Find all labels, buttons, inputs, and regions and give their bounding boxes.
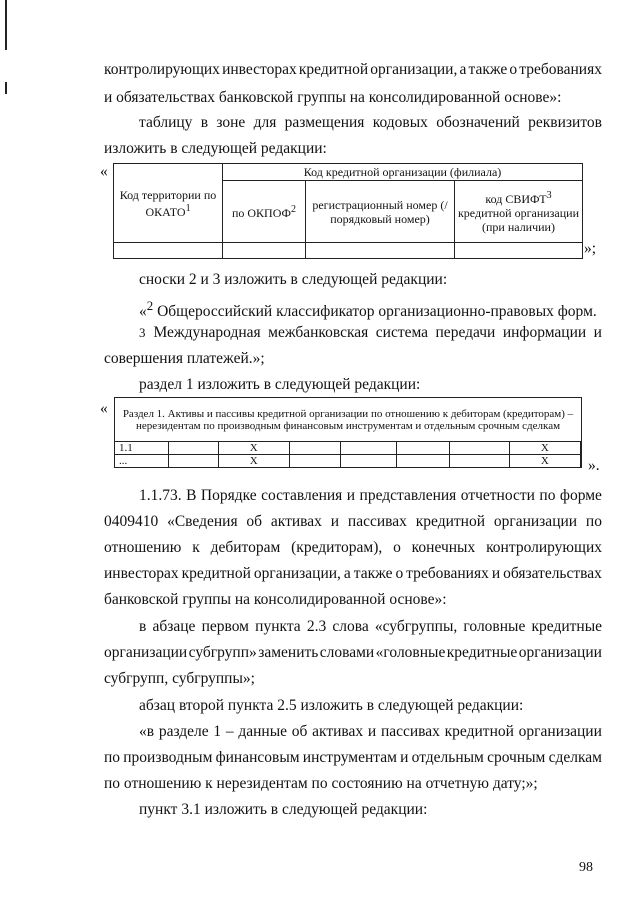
word: дебиторам (210, 539, 281, 556)
word: пассивах (380, 723, 440, 740)
word: кредитные (531, 618, 602, 635)
word: словами (319, 644, 375, 661)
table-cell (450, 455, 509, 468)
header-okato: Код территории по ОКАТО$^1$ (114, 164, 223, 243)
text-line: субгрупп, субгруппы»; (104, 670, 255, 687)
text-line: по отношению к нерезидентам по состоянию на отчетную дату;»; (104, 775, 538, 792)
word: инвесторах (104, 565, 179, 582)
text-line (104, 60, 602, 80)
word: организации, (370, 61, 458, 78)
word: «Сведения (167, 513, 238, 530)
text-line (139, 113, 602, 133)
footnote-3 (139, 323, 602, 343)
word: финансовым (215, 749, 300, 766)
word: зоне (216, 114, 246, 131)
word: организации (518, 644, 602, 661)
table-cell (341, 455, 396, 468)
section1-table (114, 397, 582, 468)
word: форме (559, 487, 602, 504)
table-row (115, 455, 582, 468)
word: отчетности (460, 487, 535, 504)
text-line (104, 512, 602, 532)
table-cell: X (509, 455, 580, 468)
word: по (104, 749, 121, 766)
word: организации (493, 513, 578, 530)
word: система (375, 324, 429, 341)
word: требованиях (519, 61, 602, 78)
word: к (192, 539, 200, 556)
word: «в (139, 723, 155, 740)
word: – (225, 723, 234, 740)
word: и (491, 565, 501, 582)
open-quote: « (100, 400, 108, 417)
word: информации (502, 324, 587, 341)
word: передачи (435, 324, 496, 341)
word: и (367, 723, 377, 740)
table-row (115, 442, 582, 455)
word: а (459, 61, 467, 78)
text-line (104, 643, 602, 663)
open-quote: « (100, 163, 108, 180)
word: Порядке (200, 487, 257, 504)
table-cell (455, 243, 583, 259)
table-cell (289, 455, 341, 468)
margin-bar (5, 0, 7, 50)
word: об (246, 513, 263, 530)
word: 2.3 (306, 618, 327, 635)
word: по (539, 487, 556, 504)
table-cell (396, 455, 450, 468)
table-cell (169, 442, 219, 455)
word: пункта (255, 618, 301, 635)
table-cell: X (509, 442, 580, 455)
table-cell (169, 455, 219, 468)
footnote-2: «$^2$ Общероссийский классификатор организационно-правовых форм. (139, 298, 597, 321)
word: «головные (375, 644, 446, 661)
word: составления (261, 487, 343, 504)
table-cell: 1.1 (115, 442, 169, 455)
word: таблицу (139, 114, 193, 131)
table-cell (396, 442, 450, 455)
text-line (104, 538, 602, 558)
word: и (400, 749, 409, 766)
text-line (104, 564, 602, 584)
word: о (395, 565, 404, 582)
table-cell (341, 442, 396, 455)
word: кредитной (181, 565, 251, 582)
margin-bar-small (5, 82, 7, 94)
word: отдельным (411, 749, 484, 766)
word: и (330, 513, 340, 530)
word: головные (463, 618, 526, 635)
table-cell (289, 442, 341, 455)
footnote-mark: 3 (139, 325, 146, 340)
word: организации (518, 723, 602, 740)
table-cell (114, 243, 223, 259)
word: кредитной (444, 723, 514, 740)
text-line (139, 486, 602, 506)
word: первом (201, 618, 249, 635)
word: В (186, 487, 197, 504)
page-number: 98 (579, 860, 593, 875)
word: о (393, 539, 401, 556)
text-line: банковской группы на консолидированной основе»: (104, 591, 447, 608)
word: обозначений (436, 114, 520, 131)
text-line (139, 617, 602, 637)
text-line: совершения платежей.»; (104, 350, 265, 367)
word: кодовых (372, 114, 428, 131)
word: требованиях (406, 565, 489, 582)
close-quote: ». (588, 457, 600, 474)
word: также (353, 565, 393, 582)
word: кредитной (415, 513, 486, 530)
word: 1 (213, 723, 222, 740)
text-line: изложить в следующей редакции: (104, 140, 327, 157)
word: субгрупп» (188, 644, 257, 661)
word: для (253, 114, 277, 131)
word: абзаце (152, 618, 196, 635)
word: также (468, 61, 508, 78)
word: заменить (258, 644, 319, 661)
table-cell: X (218, 442, 289, 455)
word: в (139, 618, 147, 635)
word: о (509, 61, 518, 78)
word: разделе (158, 723, 209, 740)
word: срочным (487, 749, 546, 766)
word: инструментам (302, 749, 397, 766)
word: размещения (284, 114, 365, 131)
word: а (343, 565, 351, 582)
word: межбанковская (268, 324, 369, 341)
word: «субгруппы, (374, 618, 458, 635)
close-quote: »; (584, 240, 597, 257)
word: и (346, 487, 356, 504)
word: 0409410 (104, 513, 159, 530)
word: слова (332, 618, 369, 635)
word: производным (123, 749, 213, 766)
word: отношению (104, 539, 182, 556)
word: контролирующих (486, 539, 602, 556)
word: кредитные (446, 644, 518, 661)
header-regnum: регистрационный номер (/ порядковый номер) (306, 181, 455, 243)
text-line (139, 722, 602, 742)
header-group: Код кредитной организации (филиала) (223, 164, 583, 181)
word: обязательствах (503, 565, 602, 582)
text-line: и обязательствах банковской группы на консолидированной основе»: (104, 89, 562, 106)
word: контролирующих (104, 61, 220, 78)
word: в (200, 114, 209, 131)
word: реквизитов (528, 114, 602, 131)
word: представления (359, 487, 457, 504)
word: активах (270, 513, 322, 530)
requisites-table (113, 163, 583, 259)
word: 1.1.73. (139, 487, 182, 504)
word: организации, (253, 565, 341, 582)
table-cell (581, 442, 582, 455)
text-line (104, 748, 602, 768)
text-line: раздел 1 изложить в следующей редакции: (139, 376, 421, 393)
word: по (585, 513, 602, 530)
text-line: пункт 3.1 изложить в следующей редакции: (139, 801, 428, 818)
word: активах (312, 723, 364, 740)
table-cell (223, 243, 306, 259)
word: данные (238, 723, 288, 740)
word: Международная (153, 324, 261, 341)
word: конечных (411, 539, 476, 556)
text-line: сноски 2 и 3 изложить в следующей редакции: (139, 271, 448, 288)
word: пассивах (347, 513, 407, 530)
section1-title: Раздел 1. Активы и пассивы кредитной организации по отношению к дебиторам (кредиторам) – нерезидентам по производным финансовым инструментам и отдельным срочным сделкам (115, 398, 582, 442)
table-cell (306, 243, 455, 259)
word: и (593, 324, 602, 341)
word: сделкам (548, 749, 602, 766)
table-cell: ... (115, 455, 169, 468)
header-swift: код СВИФТ$^3$ кредитной организации (при наличии) (455, 181, 583, 243)
word: (кредиторам), (291, 539, 383, 556)
header-okopf: по ОКПОФ$^2$ (223, 181, 306, 243)
table-cell (581, 455, 582, 468)
word: об (291, 723, 308, 740)
word: кредитной (298, 61, 369, 78)
table-cell (450, 442, 509, 455)
word: организации (104, 644, 188, 661)
text-line: абзац второй пункта 2.5 изложить в следующей редакции: (139, 697, 524, 714)
word: инвесторах (222, 61, 297, 78)
table-cell: X (218, 455, 289, 468)
